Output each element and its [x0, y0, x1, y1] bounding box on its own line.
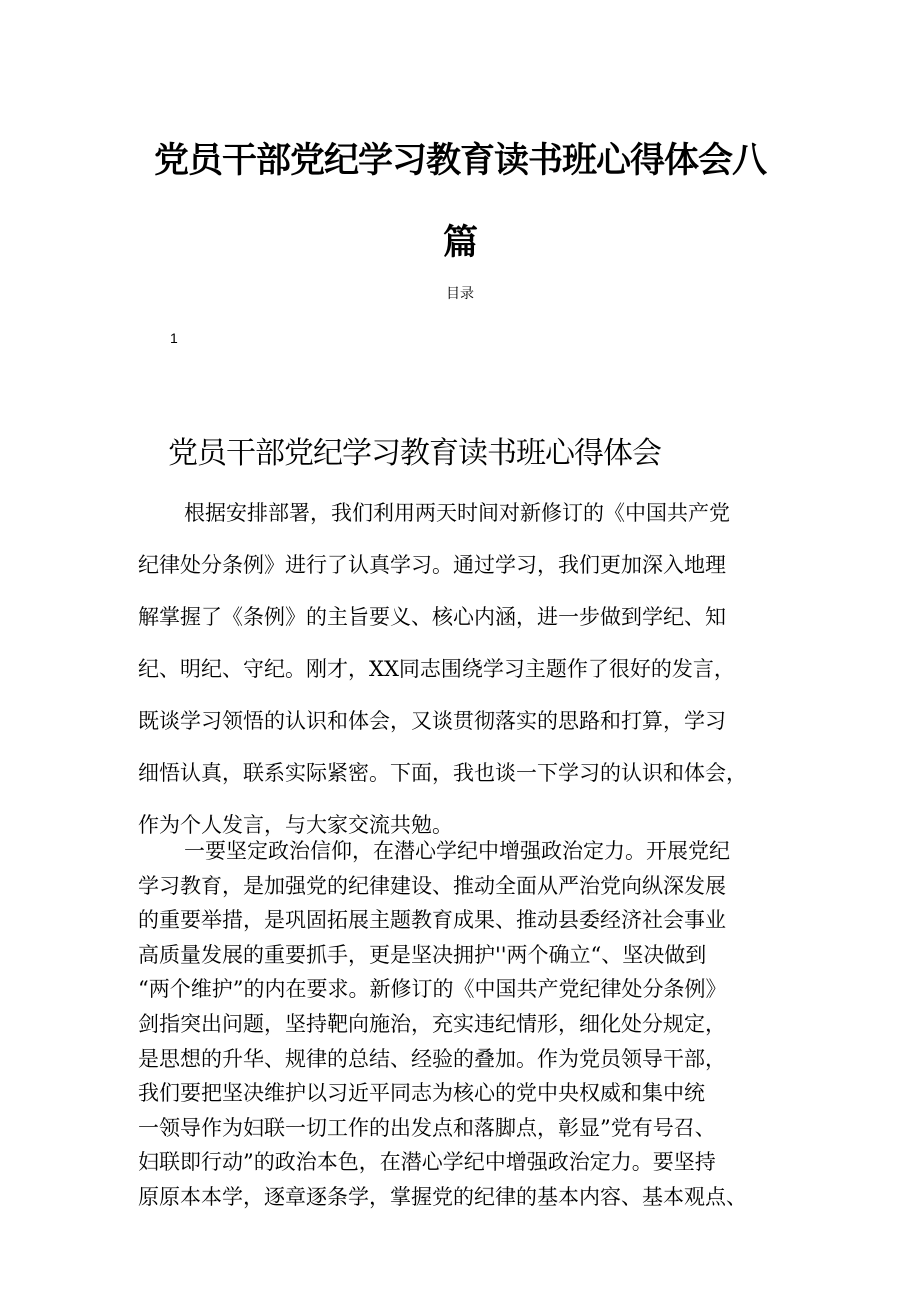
document-title-line-1: 党员干部党纪学习教育读书班心得体会八 [153, 141, 766, 181]
paragraph-line: 根据安排部署，我们利用两天时间对新修订的《中国共产党 [184, 501, 730, 525]
section-heading: 党员干部党纪学习教育读书班心得体会 [168, 436, 661, 471]
paragraph-line: 学习教育，是加强党的纪律建设、推动全面从严治党向纵深发展 [138, 873, 726, 898]
paragraph-line: 原原本本学，逐章逐条学，掌握党的纪律的基本内容、基本观点、 [138, 1184, 747, 1209]
paragraph-line: 一要坚定政治信仰，在潜心学纪中增强政治定力。开展党纪 [184, 839, 730, 863]
paragraph-line: 的重要举措，是巩固拓展主题教育成果、推动县委经济社会事业 [138, 908, 726, 933]
document-title-line-2: 篇 [442, 223, 477, 263]
toc-label: 目录 [446, 285, 474, 301]
paragraph-line: “两个维护”的内在要求。新修订的《中国共产党纪律处分条例》 [138, 977, 727, 1002]
paragraph-line: 剑指突出问题，坚持靶向施治，充实违纪情形，细化处分规定， [138, 1011, 726, 1036]
paragraph-line: 细悟认真，联系实际紧密。下面，我也谈一下学习的认识和体会， [138, 761, 747, 785]
paragraph-line: 我们要把坚决维护以习近平同志为核心的党中央权威和集中统 [138, 1081, 705, 1106]
paragraph-line: 高质量发展的重要抓手，更是坚决拥护''两个确立“、坚决做到 [138, 942, 707, 967]
body-paragraph-1 [138, 487, 788, 851]
paragraph-line: 纪律处分条例》进行了认真学习。通过学习，我们更加深入地理 [138, 553, 726, 577]
paragraph-line: 妇联即行动”的政治本色，在潜心学纪中增强政治定力。要坚持 [138, 1150, 716, 1175]
body-paragraph-2 [138, 834, 788, 1215]
paragraph-line: 既谈学习领悟的认识和体会，又谈贯彻落实的思路和打算，学习 [138, 709, 726, 733]
paragraph-line: 作为个人发言，与大家交流共勉。 [138, 813, 453, 837]
paragraph-line: 是思想的升华、规律的总结、经验的叠加。作为党员领导干部， [138, 1046, 726, 1071]
paragraph-line: 解掌握了《条例》的主旨要义、核心内涵，进一步做到学纪、知 [138, 605, 726, 629]
paragraph-line: 纪、明纪、守纪。刚才，XX同志围绕学习主题作了很好的发言， [138, 657, 735, 681]
toc-number: 1 [170, 330, 178, 346]
paragraph-line: 一领导作为妇联一切工作的出发点和落脚点，彰显”党有号召、 [138, 1115, 716, 1140]
